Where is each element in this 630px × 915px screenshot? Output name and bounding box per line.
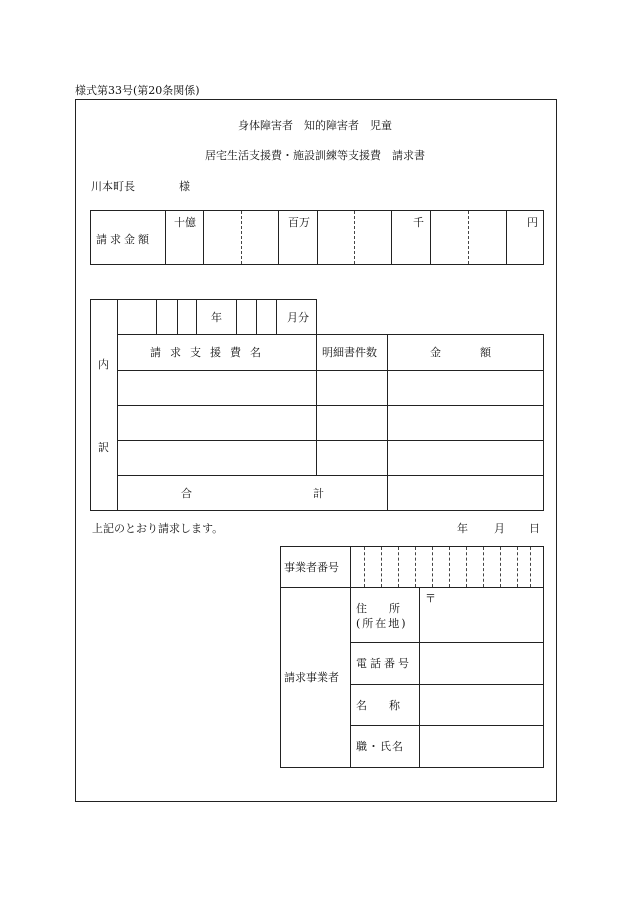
unit-million: 百万 (288, 216, 310, 229)
address-label-sub: (所在地) (356, 617, 408, 630)
form-number: 様式第33号(第20条関係) (75, 84, 200, 97)
form-title-categories: 身体障害者 知的障害者 児童 (238, 119, 392, 132)
breakdown-side-label-bottom: 訳 (98, 441, 109, 454)
total-label-left: 合 (181, 487, 192, 500)
business-name-label: 名 称 (356, 699, 400, 712)
total-label-right: 計 (313, 487, 324, 500)
breakdown-row-2[interactable] (118, 406, 543, 440)
amount-label: 請求金額 (96, 233, 152, 246)
month-input[interactable] (237, 300, 276, 334)
col-header-service-name: 請求支援費名 (150, 346, 270, 359)
year-input[interactable] (157, 300, 196, 334)
unit-thousand: 千 (413, 216, 424, 229)
col-header-amount: 金 額 (430, 346, 505, 359)
postal-mark: 〒 (425, 592, 436, 605)
representative-input[interactable] (420, 726, 543, 767)
address-label: 住 所 (356, 602, 400, 615)
unit-billion: 十億 (174, 216, 196, 229)
total-amount-input[interactable] (388, 476, 543, 510)
form-title: 居宅生活支援費・施設訓練等支援費 請求書 (205, 149, 425, 162)
address-input[interactable] (420, 588, 543, 642)
breakdown-row-3[interactable] (118, 441, 543, 475)
date-year-label: 年 (457, 522, 468, 535)
breakdown-row-1[interactable] (118, 371, 543, 405)
business-name-input[interactable] (420, 685, 543, 725)
date-day-label: 日 (529, 522, 540, 535)
provider-number-input[interactable] (351, 547, 543, 587)
amount-input[interactable] (166, 230, 543, 264)
representative-label: 職・氏名 (356, 740, 404, 753)
col-header-statement-count: 明細書件数 (322, 346, 377, 359)
addressee: 川本町長 様 (91, 180, 190, 193)
unit-yen: 円 (527, 216, 538, 229)
month-label: 月分 (287, 311, 309, 324)
phone-input[interactable] (420, 643, 543, 684)
request-statement: 上記のとおり請求します。 (92, 522, 224, 535)
year-label: 年 (211, 311, 222, 324)
breakdown-side-label-top: 内 (98, 358, 109, 371)
date-month-label: 月 (494, 522, 505, 535)
phone-label: 電話番号 (356, 657, 412, 670)
provider-number-label: 事業者番号 (284, 561, 339, 574)
provider-group-label: 請求事業者 (284, 671, 339, 684)
